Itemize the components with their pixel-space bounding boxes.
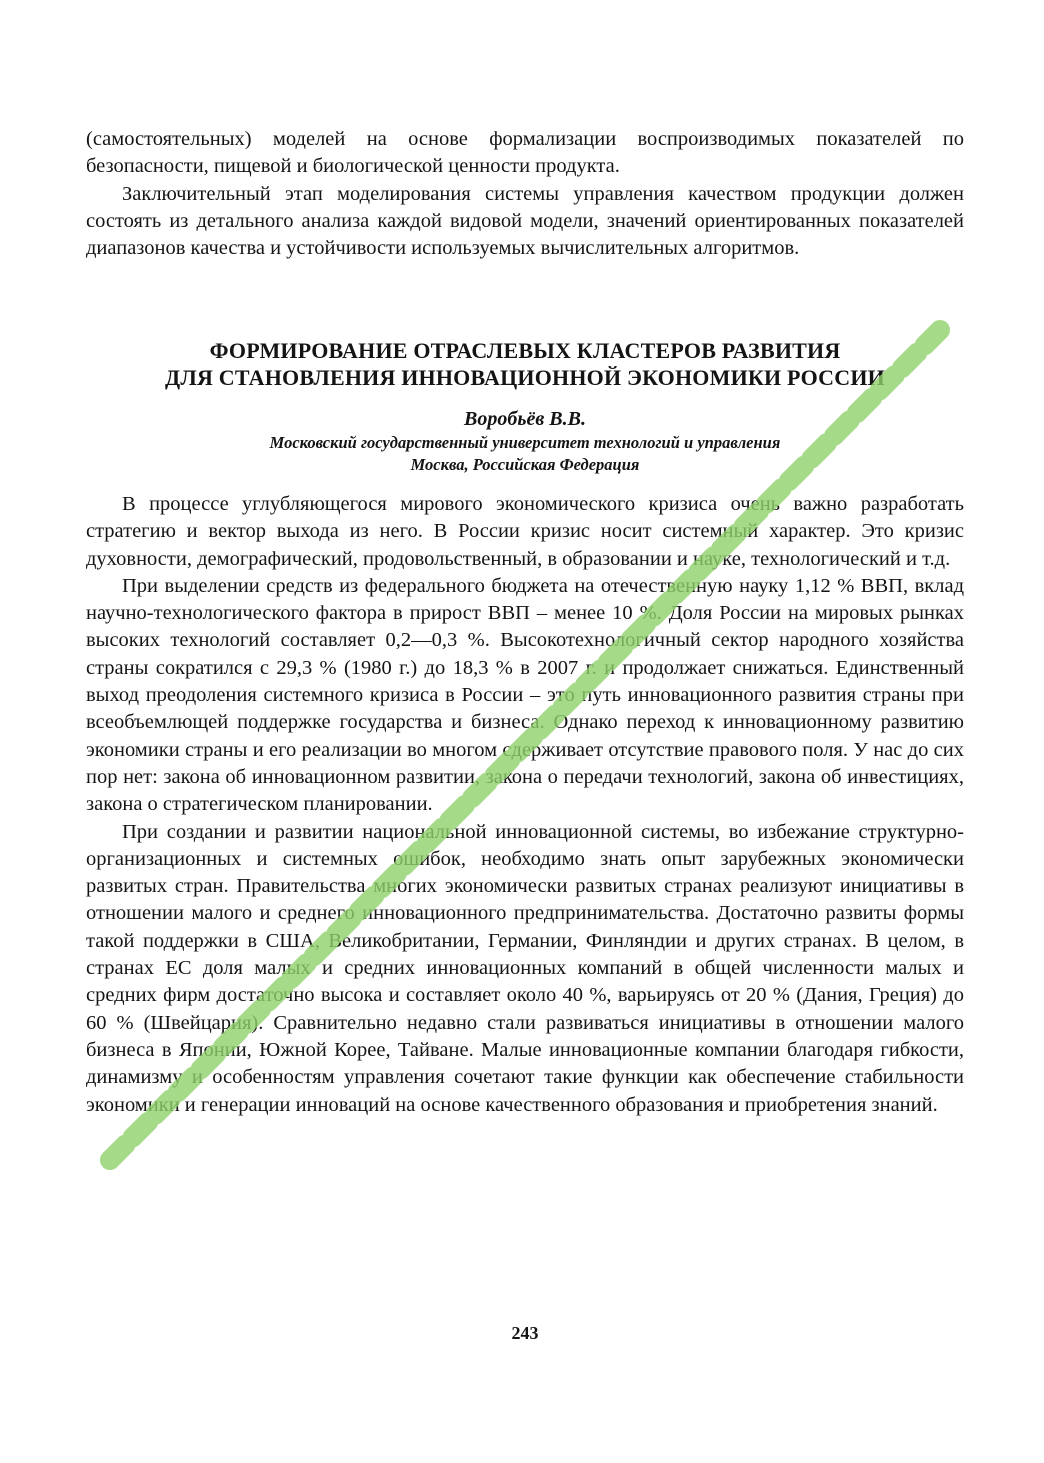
page-number: 243 — [511, 1323, 539, 1343]
intro-text — [86, 126, 964, 262]
article-title-line: ДЛЯ СТАНОВЛЕНИЯ ИННОВАЦИОННОЙ ЭКОНОМИКИ РОССИИ — [165, 365, 885, 390]
body-paragraph: При создании и развитии национальной инновационной системы, во избежание структурно-организационных и системных ошибок, необходимо знать опыт зарубежных экономически развитых стран. Правительства многих экономически развитых странах реализуют инициативы в отношении малого и среднего инновационного предпринимательства. Достаточно развиты формы такой поддержки в США, Великобритании, Германии, Финляндии и других странах. В целом, в странах ЕС доля малых и средних инновационных компаний в общей численности малых и средних фирм достаточно высока и составляет около 40 %, варьируясь от 20 % (Дания, Греция) до 60 % (Швейцария). Сравнительно недавно стали развиваться инициативы в отношении малого бизнеса в Японии, Южной Корее, Тайване. Малые инновационные компании благодаря гибкости, динамизму и особенностям управления сочетают такие функции как обеспечение стабильности экономики и генерации инноваций на основе качественного образования и приобретения знаний. — [86, 820, 964, 1116]
author-affiliation: Московский государственный университет технологий и управления — [269, 433, 781, 452]
body-paragraph: В процессе углубляющегося мирового экономического кризиса очень важно разработать стратегию и вектор выхода из него. В России кризис носит системный характер. Это кризис духовности, демографический, продовольственный, в образовании и науке, технологический и т.д. — [86, 493, 964, 570]
body-paragraph: При выделении средств из федерального бюджета на отечественную науку 1,12 % ВВП, вклад научно-технологического фактора в прирост ВВП – менее 10 %. Доля России на мировых рынках высоких технологий составляет 0,2—0,3 %. Высокотехнологичный сектор народного хозяйства страны сократился с 29,3 % (1980 г.) до 18,3 % в 2007 г. и продолжает снижаться. Единственный выход преодоления системного кризиса в России – это путь инновационного развития страны при всеобъемлющей поддержке государства и бизнеса. Однако переход к инновационному развитию экономики страны и его реализации во многом сдерживает отсутствие правового поля. У нас до сих пор нет: закона об инновационном развитии, закона о передачи технологий, закона об инвестициях, закона о стратегическом планировании. — [86, 574, 964, 816]
article-title — [86, 337, 964, 391]
author-location: Москва, Российская Федерация — [410, 455, 640, 474]
author-name: Воробьёв В.В. — [464, 408, 586, 430]
intro-paragraph: (самостоятельных) моделей на основе формализации воспроизводимых показателей по безопасности, пищевой и биологической ценности продукта. — [86, 128, 964, 178]
article-body — [86, 491, 964, 1119]
intro-paragraph: Заключительный этап моделирования системы управления качеством продукции должен состоять из детального анализа каждой видовой модели, значений ориентированных показателей диапазонов качества и устойчивости используемых вычислительных алгоритмов. — [86, 182, 964, 260]
article-title-line: ФОРМИРОВАНИЕ ОТРАСЛЕВЫХ КЛАСТЕРОВ РАЗВИТИЯ — [209, 338, 841, 363]
